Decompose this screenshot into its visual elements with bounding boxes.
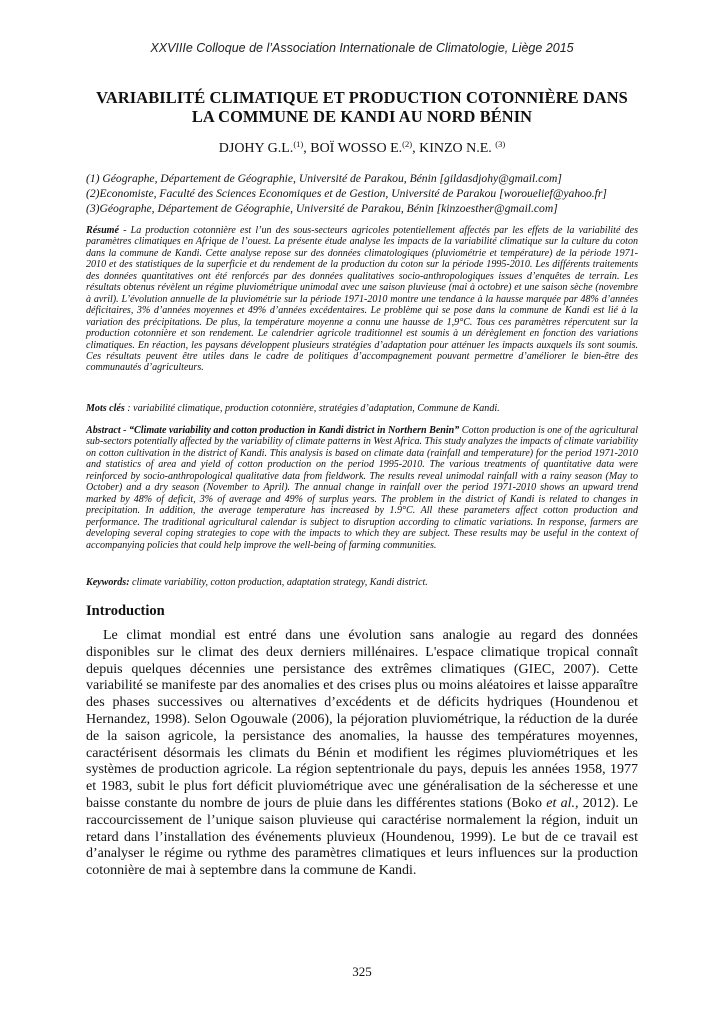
author-2-name: , BOÏ WOSSO E. [303, 141, 403, 156]
affiliation-3: (3)Géographe, Département de Géographie, Université de Parakou, Bénin [kinzoesther@gmail.com] [86, 202, 558, 215]
affiliations [86, 171, 646, 216]
keywords-english [86, 577, 638, 588]
keywords-english-text: climate variability, cotton production, adaptation strategy, Kandi district. [129, 577, 428, 588]
affiliation-2: (2)Economiste, Faculté des Sciences Economiques et de Gestion, Université de Parakou [worouelief@yahoo.fr] [86, 187, 607, 200]
author-1-affiliation-mark: (1) [293, 139, 304, 149]
author-3-affiliation-mark: (3) [495, 139, 506, 149]
introduction-text-part-1: Le climat mondial est entré dans une évolution sans analogie au regard des données disponibles sur le climat des deux derniers millénaires. L'espace climatique tropical connaît depuis quelques décennies une persistance des extrêmes climatiques (GIEC, 2007). Cette variabilité se manifeste par des anomalies et des crises plus ou moins aléatoires et laisse apparaître des phases successives ou alternatives d’excédents et de déficits hydriques (Houndenou et Hernandez, 1998). Selon Ogouwale (2006), la péjoration pluviométrique, la réduction de la durée de la saison agricole, la persistance des anomalies, la hausse des températures moyennes, caractérisent désormais les climats du Bénin et modifient les régimes pluviométriques et les systèmes de production agricole. La région septentrionale du pays, depuis les années 1958, 1977 et 1983, subit le plus fort déficit pluviométrique avec une généralisation de la sécheresse et une baisse constante du nombre de jours de pluie dans les différentes stations (Boko [86, 628, 638, 811]
page-number: 325 [352, 964, 372, 979]
abstract-english-text: Cotton production is one of the agricultural sub-sectors potentially affected by the variability of climate patterns in West Africa. This study analyzes the impacts of climate variability on cotton cultivation in the district of Kandi. This analysis is based on climate data (rainfall and temperature) for the period 1971-2010 and statistics of area and yield of cotton production on the period 1995-2010. The various treatments of quantitative data were reinforced by socio-anthropological qualitative data from fieldwork. The results reveal unimodal rainfall with a rainy season (May to October) and a dry season (November to April). The annual change in rainfall over the period 1971-2010 shows an upward trend marked by 48% of deficit, 3% of average and 49% of surplus years. The problem in the district of Kandi is related to changes in precipitation. In addition, the average temperature has increased by 1.9°C. All these parameters affect cotton production and performance. The traditional agricultural calendar is subject to disruption according to climatic variations. In response, farmers are developing several coping strategies to cope with the impacts to which they are subject. These results may be useful in the context of accompanying policies that could help improve the well-being of farming communities. [86, 425, 638, 551]
keywords-english-label: Keywords: [86, 577, 130, 588]
paper-title-line-2: LA COMMUNE DE KANDI AU NORD BÉNIN [191, 107, 533, 126]
author-1-name: DJOHY G.L. [218, 141, 294, 156]
abstract-english [86, 425, 638, 551]
abstract-french [86, 225, 638, 374]
paper-title [70, 88, 654, 126]
affiliation-1: (1) Géographe, Département de Géographie, Université de Parakou, Bénin [gildasdjohy@gmail.com] [86, 172, 562, 185]
keywords-french-label: Mots clés [86, 403, 125, 414]
conference-header: XXVIIIe Colloque de l’Association Internationale de Climatologie, Liège 2015 [150, 41, 574, 55]
introduction-citation-etal: et al., [546, 795, 579, 811]
abstract-french-text: - La production cotonnière est l’un des sous-secteurs agricoles potentiellement affectés par les effets de la variabilité des paramètres climatiques en Afrique de l’ouest. La présente étude analyse les impacts de la variabilité climatique sur la culture du coton dans la commune de Kandi. Cette analyse repose sur des données climatologiques (pluviométrie et température) de la période 1971-2010 et des statistiques de la superficie et du rendement de la production du coton sur la période 1995-2010. Les différents traitements des données quantitatives ont été renforcés par des données qualitatives socio-anthropologiques issues d’enquêtes de terrain. Les résultats obtenus révèlent un régime pluviométrique unimodal avec une saison pluvieuse (mai à octobre) et une saison sèche (novembre à avril). L’évolution annuelle de la pluviométrie sur la période 1971-2010 montre une tendance à la hausse marquée par 48% d’années déficitaires, 3% d’années moyennes et 49% d’années excédentaires. Le problème qui se pose dans la commune de Kandi est lié à la variation des précipitations. De plus, la température moyenne a connu une hausse de 1,9°C. Tous ces paramètres répercutent sur la production cotonnière et son rendement. Le calendrier agricole traditionnel est soumis à un dérèglement en fonction des variations climatiques. En réaction, les paysans développent plusieurs stratégies d’adaptation pour atténuer les impacts auxquels ils sont soumis. Ces résultats peuvent être utiles dans le cadre de politiques d’accompagnement pouvant permettre d’améliorer le bien-être des communautés d’agriculteurs. [86, 225, 638, 374]
introduction-text-part-2: 2012). Le raccourcissement de l’unique saison pluvieuse qui caractérise normalement la région, induit un retard dans l’installation des événements pluvieux (Houndenou, 1999). Le but de ce travail est d’analyser le régime ou rythme des paramètres climatiques et leurs influences sur la production cotonnière de mai à septembre dans la commune de Kandi. [86, 795, 638, 879]
author-2-affiliation-mark: (2) [402, 139, 413, 149]
abstract-french-label: Résumé [86, 225, 119, 236]
keywords-french [86, 403, 638, 414]
introduction-paragraph [86, 628, 638, 880]
paper-title-line-1: VARIABILITÉ CLIMATIQUE ET PRODUCTION COTONNIÈRE DANS [96, 88, 628, 107]
introduction-heading: Introduction [86, 603, 165, 619]
keywords-french-text: : variabilité climatique, production cotonnière, stratégies d’adaptation, Commune de Kandi. [124, 403, 500, 414]
abstract-english-label: Abstract - “Climate variability and cotton production in Kandi district in Northern Benin” [86, 425, 460, 436]
author-3-name: , KINZO N.E. [412, 141, 496, 156]
author-list [0, 139, 724, 157]
